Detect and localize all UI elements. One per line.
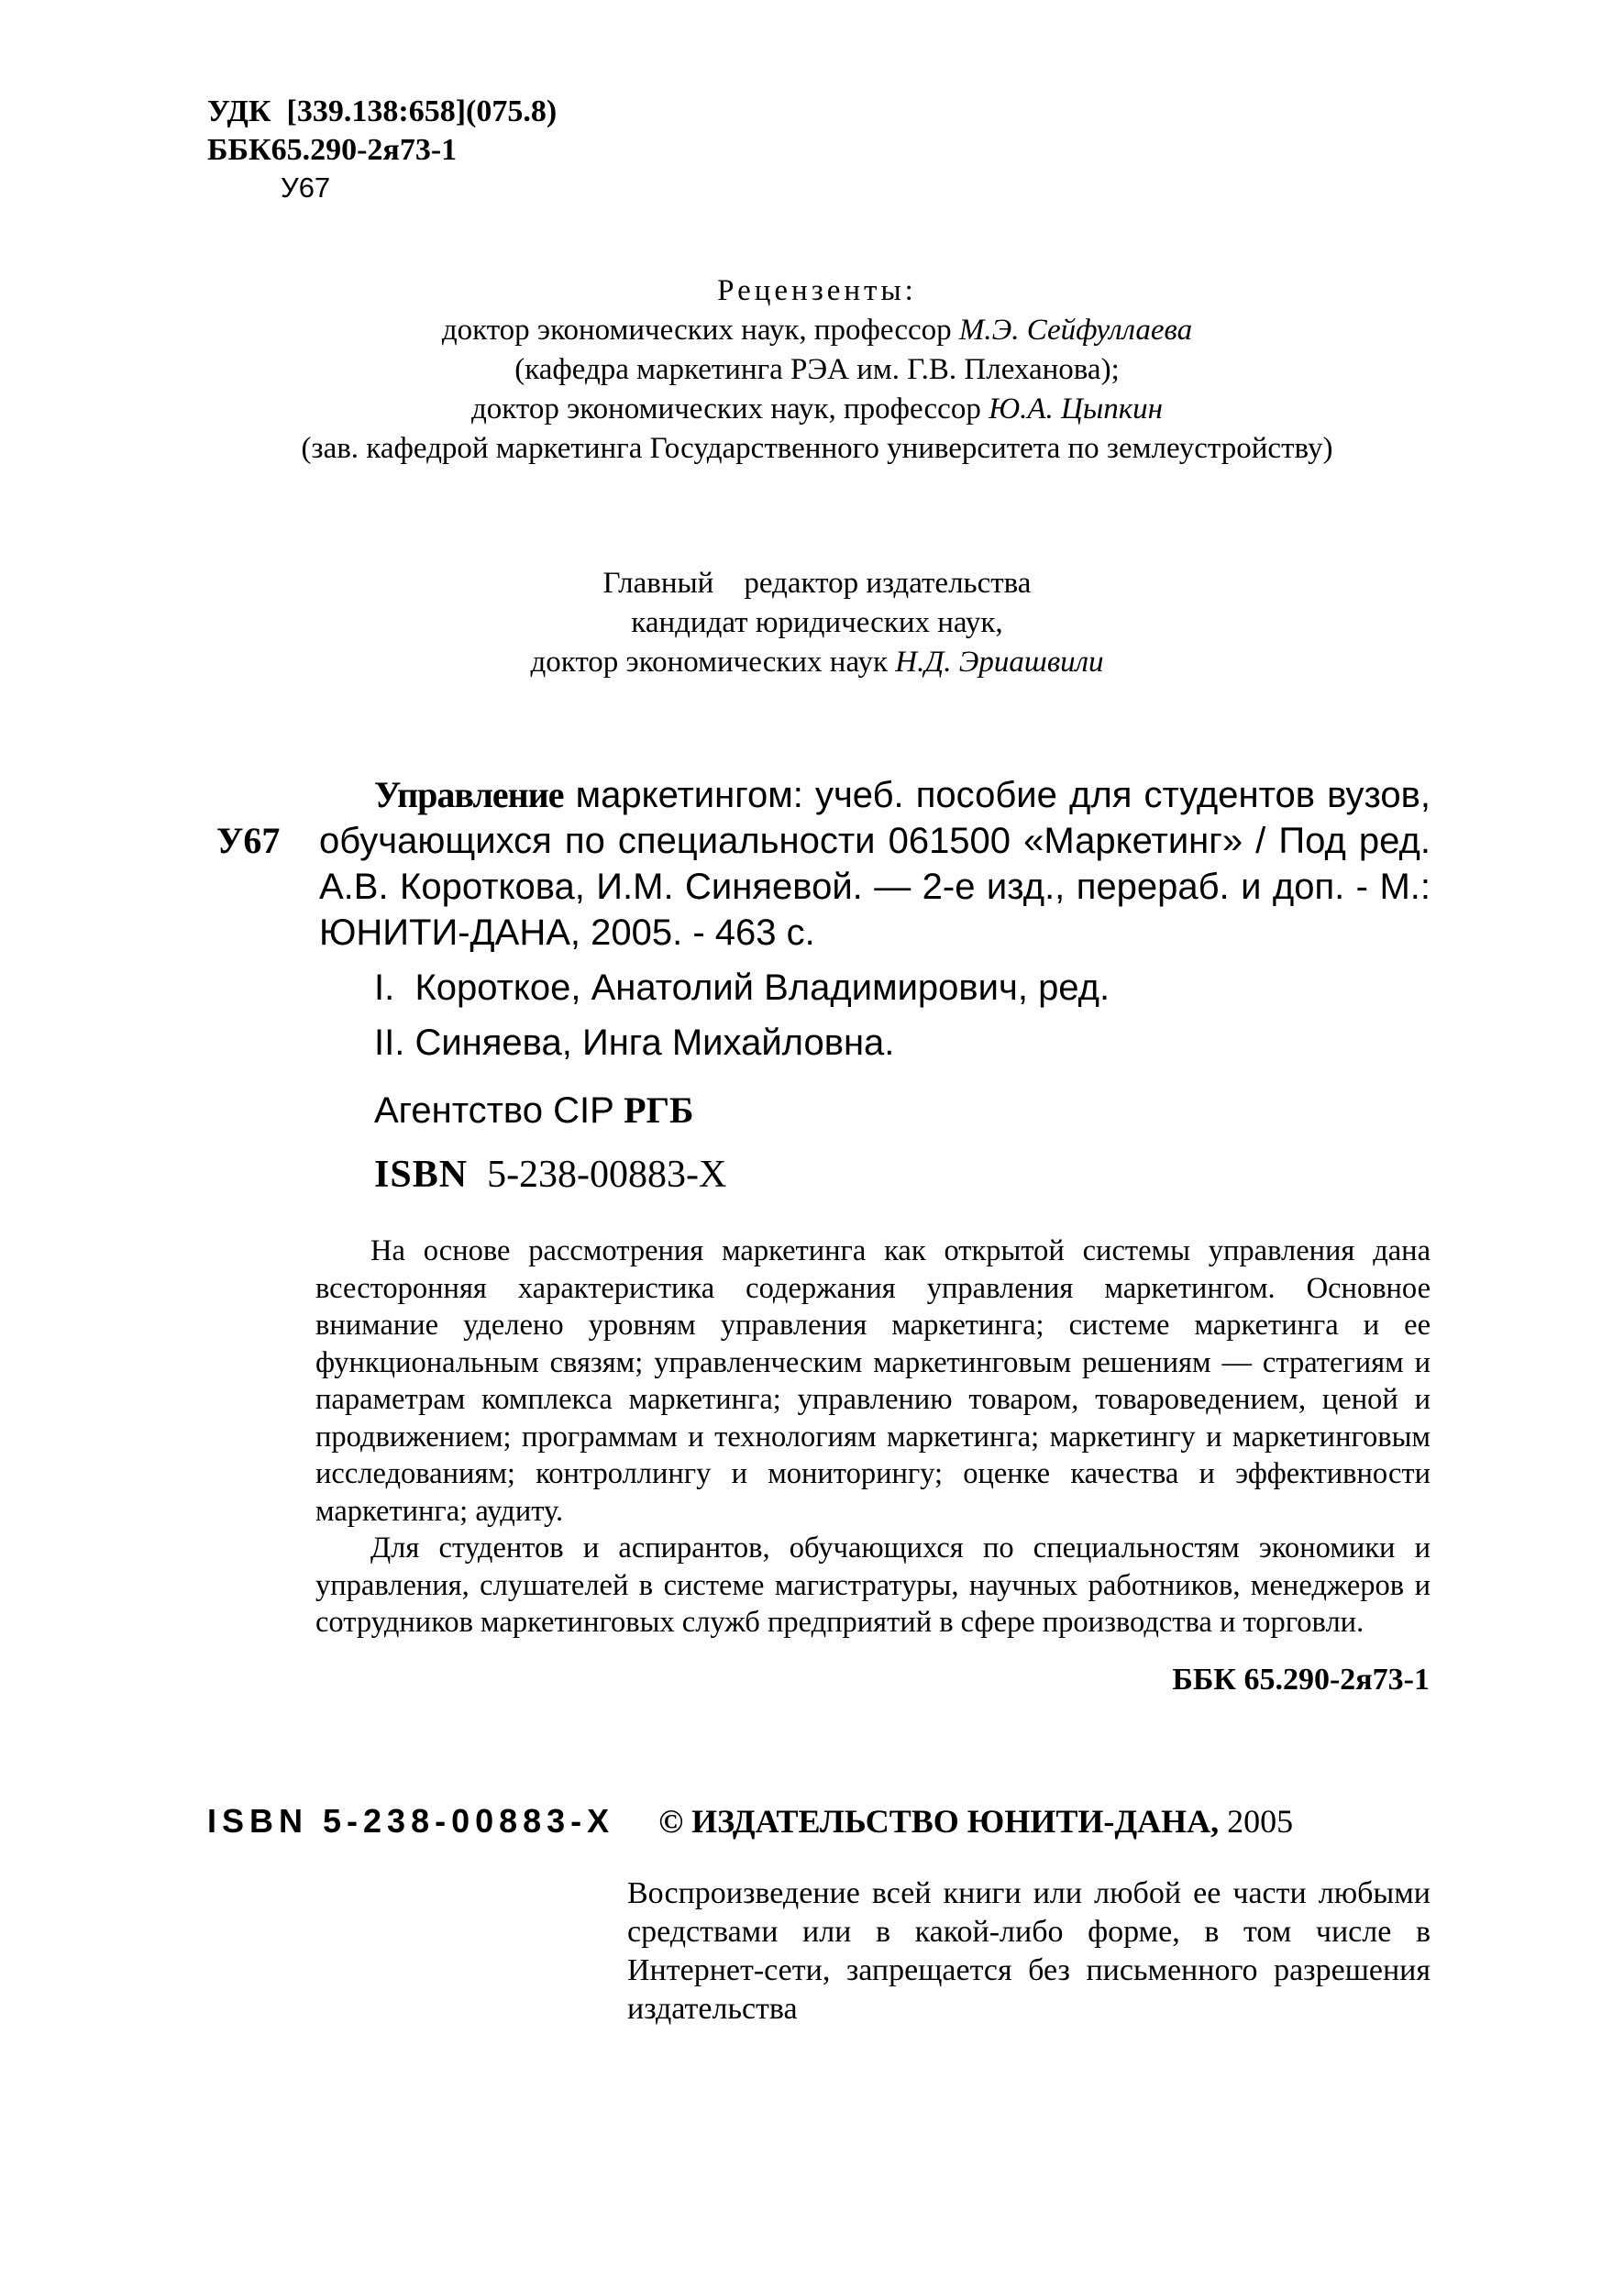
bbk-bottom-code: ББК 65.290-2я73-1 <box>1172 1663 1430 1697</box>
cip-agency-name: РГБ <box>624 1089 694 1131</box>
added-entry-2: II. Синяева, Инга Михайловна. <box>374 1023 895 1063</box>
card-isbn-value: 5-238-00883-Х <box>468 1154 727 1196</box>
annotation-paragraph-2: Для студентов и аспирантов, обучающихся по специальностям экономики и управления, слушателей в системе магистратуры, научных работников, менеджеров и сотрудников маркетинговых служб предприятий в сфере производства и торговли. <box>315 1532 1431 1639</box>
annotation-paragraph-1: На основе рассмотрения маркетинга как открытой системы управления дана всесторонняя характеристика содержания управления маркетингом. Основное внимание уделено уровням управления маркетинга; системе маркетинга и ее функциональным связям; управленческим маркетинговым решениям — стратегиям и параметрам комплекса маркетинга; управлению товаром, товароведением, ценой и продвижением; программам и технологиям маркетинга; маркетингу и маркетинговым исследованиям; контроллингу и мониторингу; оценке качества и эффективности маркетинга; аудиту. <box>315 1234 1431 1528</box>
rights-text: Воспроизведение всей книги или любой ее части любыми средствами или в какой-либо форме, в том числе в Интернет-сети, запрещается без письменного разрешения издательства <box>627 1876 1431 2026</box>
editor-name: Н.Д. Эриашвили <box>895 646 1104 679</box>
editor-line-1: Главный редактор издательства <box>602 567 1032 600</box>
editor-line-3-prefix: доктор экономических наук <box>530 646 896 679</box>
card-isbn-label: ISBN <box>374 1154 469 1196</box>
reviewers-block <box>207 271 1427 469</box>
copyright-isbn: ISBN 5-238-00883-Х <box>207 1802 615 1840</box>
reviewer-1-prefix: доктор экономических наук, профессор <box>441 314 959 347</box>
card-author-sign: У67 <box>216 820 281 861</box>
reviewer-2 <box>207 390 1427 429</box>
card-isbn <box>374 1152 1431 1198</box>
annotation <box>315 1233 1431 1642</box>
copyright-year: 2005 <box>1219 1803 1294 1840</box>
reviewer-1-affiliation: (кафедра маркетинга РЭА им. Г.В. Плеханова); <box>514 353 1120 386</box>
udk-code: УДК [339.138:658](075.8) <box>207 94 558 128</box>
reviewers-title: Рецензенты: <box>717 274 917 307</box>
copyright-line <box>207 1801 1431 1841</box>
title-first-word: Управление <box>374 774 564 815</box>
cip-agency <box>374 1088 1431 1133</box>
bibliographic-text: маркетингом: учеб. пособие для студентов вузов, обучающихся по специальности 061500 «Маркетинг» / Под ред. А.В. Короткова, И.М. Синяевой. — 2-е изд., перераб. и доп. - М.: ЮНИТИ-ДАНА, 2005. - 463 с. <box>319 775 1431 953</box>
added-entry-1: I. Короткое, Анатолий Владимирович, ред. <box>374 968 1110 1008</box>
editor-line-2: кандидат юридических наук, <box>631 606 1003 639</box>
bbk-code: ББК65.290-2я73-1 <box>207 133 458 167</box>
bibliographic-description <box>319 772 1431 956</box>
reviewer-2-affiliation: (зав. кафедрой маркетинга Государственного университета по землеустройству) <box>301 432 1333 465</box>
reviewer-1-name: М.Э. Сейфуллаева <box>958 314 1193 347</box>
chief-editor-block <box>207 564 1427 682</box>
cip-agency-prefix: Агентство CIP <box>374 1090 624 1131</box>
editor-line-3 <box>207 643 1427 682</box>
copyright-publisher: © ИЗДАТЕЛЬСТВО ЮНИТИ-ДАНА, <box>658 1803 1220 1840</box>
reviewer-2-prefix: доктор экономических наук, профессор <box>470 393 989 426</box>
reviewer-2-name: Ю.А. Цыпкин <box>989 393 1164 426</box>
reviewer-1 <box>207 311 1427 350</box>
catalog-card <box>319 772 1431 1198</box>
author-sign-code: У67 <box>281 171 331 204</box>
rights-notice <box>627 1874 1431 2029</box>
